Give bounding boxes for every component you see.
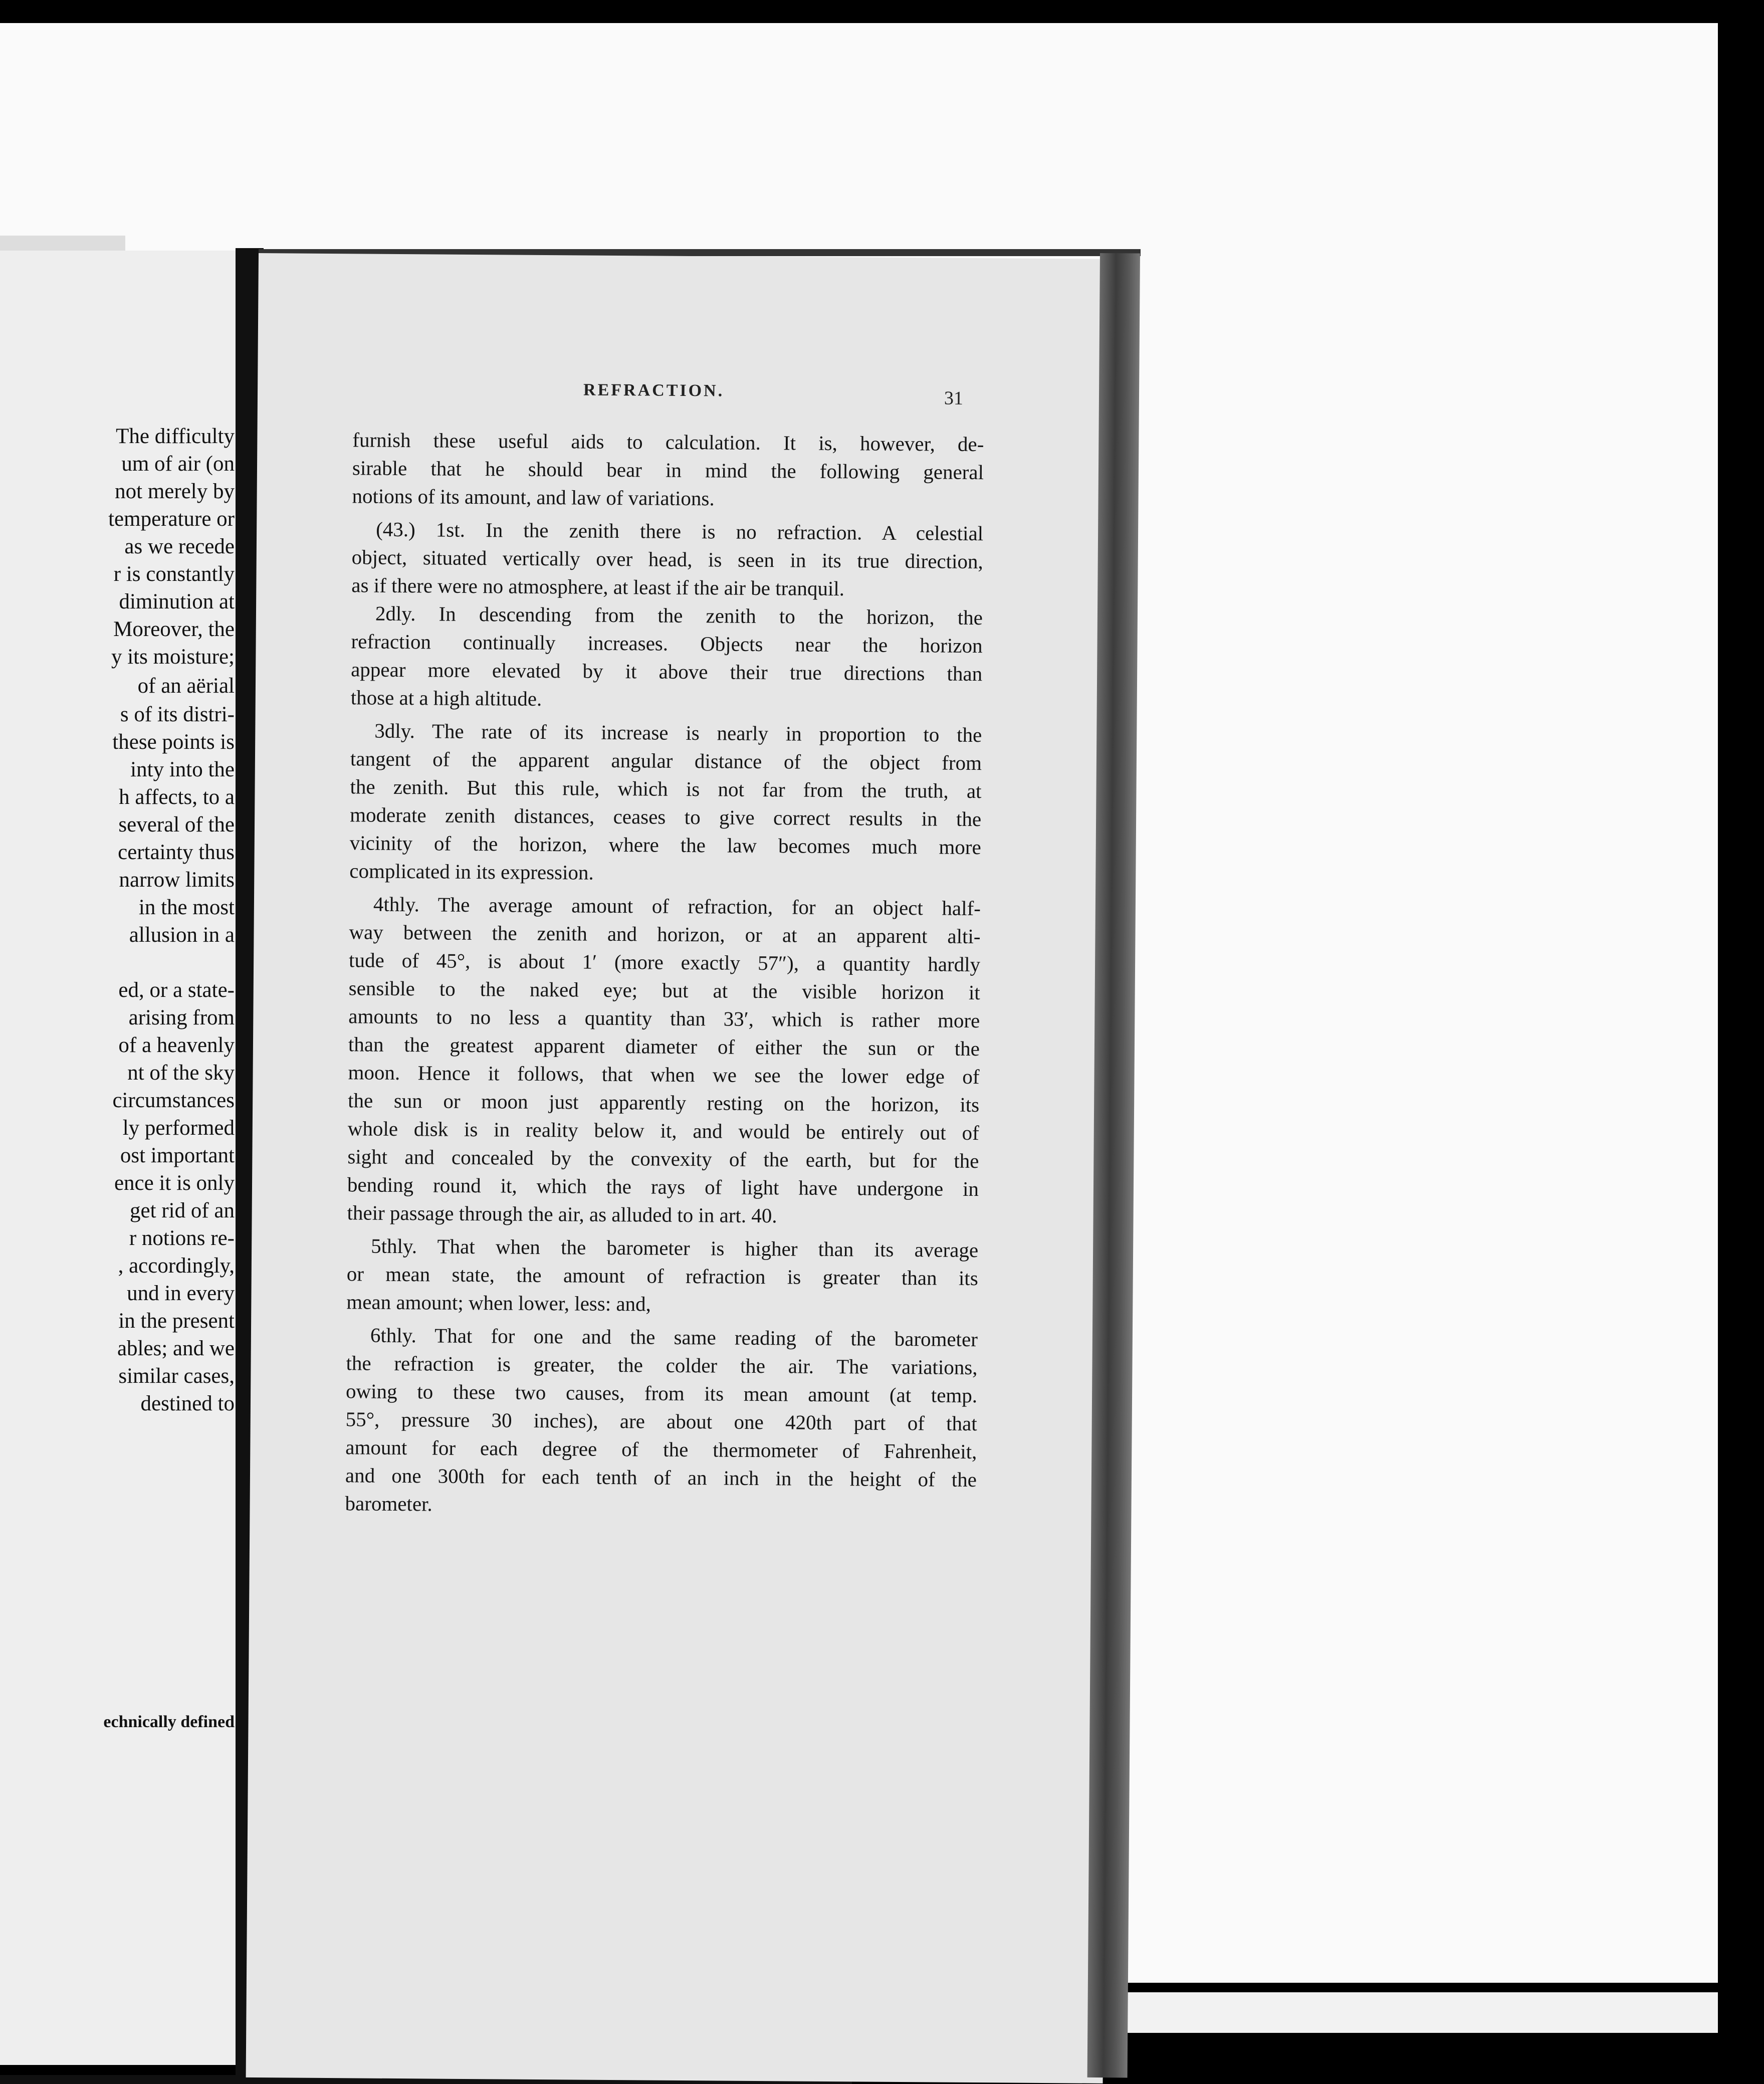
page-number: 31 — [944, 387, 964, 409]
left-text-line: ables; and we — [117, 1337, 235, 1360]
right-text-line: the zenith. But this rule, which is not far from the truth, at — [350, 775, 982, 803]
left-text-line: und in every — [127, 1282, 235, 1305]
left-footnote: echnically defined — [103, 1713, 235, 1731]
right-text-line: bending round it, which the rays of light have undergone in — [347, 1173, 979, 1201]
left-text-line: destined to — [140, 1392, 235, 1415]
left-text-line: ly performed — [122, 1116, 235, 1140]
left-text-line: r is constantly — [113, 562, 235, 586]
right-text-line: (43.) 1st. In the zenith there is no refraction. A celestial — [376, 517, 984, 545]
left-text-line: r notions re- — [129, 1226, 235, 1250]
right-text-line: vicinity of the horizon, where the law becomes much more — [349, 831, 981, 859]
left-text-line: The difficulty — [116, 425, 235, 448]
frame-border-right — [1718, 0, 1764, 2033]
right-text-line: 3dly. The rate of its increase is nearly in proportion to the — [374, 719, 982, 747]
right-text-line: amount for each degree of the thermometer of Fahrenheit, — [345, 1435, 977, 1464]
right-text-line: moon. Hence it follows, that when we see the lower edge of — [348, 1061, 980, 1089]
right-text-line: the sun or moon just apparently resting on the horizon, its — [348, 1089, 980, 1117]
left-text-line: of an aërial — [137, 674, 235, 698]
right-text-line: sight and concealed by the convexity of the earth, but for the — [347, 1145, 979, 1173]
right-text-line: furnish these useful aids to calculation. It is, however, de- — [352, 428, 984, 456]
left-text-line: of a heavenly — [118, 1033, 235, 1057]
right-text-line: whole disk is in reality below it, and would be entirely out of — [347, 1117, 979, 1145]
left-text-line: certainty thus — [118, 841, 235, 864]
left-text-line: get rid of an — [130, 1199, 235, 1222]
left-text-line: ence it is only — [114, 1171, 235, 1195]
right-text-line: refraction continually increases. Objects near the horizon — [351, 630, 983, 658]
right-text-line: 5thly. That when the barometer is higher than its average — [371, 1234, 979, 1262]
right-text-line: appear more elevated by it above their true directions than — [351, 658, 983, 686]
left-text-line: in the most — [138, 896, 235, 919]
right-text-line: amounts to no less a quantity than 33′, which is rather more — [348, 1004, 980, 1032]
right-text-line: those at a high altitude. — [350, 686, 542, 710]
right-text-line: as if there were no atmosphere, at least if the air be tranquil. — [351, 573, 845, 600]
left-text-line: ost important — [120, 1144, 235, 1167]
left-text-line: , accordingly, — [118, 1254, 235, 1278]
left-text-line: um of air (on — [121, 452, 235, 476]
left-text-line: allusion in a — [129, 923, 235, 947]
right-text-line: tangent of the apparent angular distance of the object from — [350, 747, 982, 775]
right-text-line: their passage through the air, as alluded to in art. 40. — [347, 1201, 777, 1227]
left-text-line: inty into the — [130, 758, 235, 781]
left-text-line: in the present — [118, 1309, 235, 1333]
right-text-line: complicated in its expression. — [349, 859, 594, 884]
running-head: REFRACTION. — [583, 380, 725, 400]
left-text-line: diminution at — [119, 590, 235, 613]
left-text-line: several of the — [118, 813, 235, 837]
left-text-line: y its moisture; — [111, 645, 235, 669]
left-text-line: narrow limits — [119, 868, 235, 892]
left-text-line: ed, or a state- — [118, 978, 235, 1002]
right-text-line: sensible to the naked eye; but at the visible horizon it — [348, 976, 980, 1004]
right-text-line: mean amount; when lower, less: and, — [346, 1290, 651, 1316]
left-text-line: temperature or — [108, 507, 235, 531]
left-text-line: similar cases, — [118, 1364, 235, 1388]
right-text-line: sirable that he should bear in mind the following general — [352, 456, 984, 484]
right-text-line: 4thly. The average amount of refraction, for an object half- — [373, 892, 981, 920]
right-text-line: barometer. — [345, 1492, 432, 1516]
right-text-line: way between the zenith and horizon, or at an apparent alti- — [349, 920, 981, 948]
left-text-line: these points is — [112, 730, 235, 754]
left-text-line: arising from — [128, 1006, 235, 1029]
right-text-line: tude of 45°, is about 1′ (more exactly 57″), a quantity hardly — [348, 948, 981, 976]
right-text-line: or mean state, the amount of refraction is greater than its — [346, 1262, 978, 1290]
right-text-line: 2dly. In descending from the zenith to the horizon, the — [375, 601, 983, 630]
left-text-line: nt of the sky — [127, 1061, 235, 1085]
left-text-line: not merely by — [115, 480, 235, 503]
left-text-line: circumstances — [112, 1089, 235, 1112]
right-text-line: the refraction is greater, the colder the air. The variations, — [346, 1351, 978, 1379]
right-text-line: notions of its amount, and law of variations. — [352, 484, 715, 510]
right-page — [246, 253, 1116, 2083]
left-text-line: h affects, to a — [119, 785, 235, 809]
left-text-line: s of its distri- — [120, 703, 235, 726]
right-text-line: 55°, pressure 30 inches), are about one 420th part of that — [345, 1407, 977, 1435]
right-text-line: owing to these two causes, from its mean amount (at temp. — [345, 1379, 978, 1407]
right-text-line: and one 300th for each tenth of an inch in the height of the — [345, 1464, 977, 1492]
left-page — [0, 251, 245, 2065]
right-text-line: moderate zenith distances, ceases to give correct results in the — [350, 803, 982, 831]
right-text-line: than the greatest apparent diameter of either the sun or the — [348, 1032, 980, 1061]
right-text-line: 6thly. That for one and the same reading of the barometer — [370, 1323, 978, 1351]
left-text-line: Moreover, the — [113, 617, 235, 641]
right-text-line: object, situated vertically over head, is seen in its true direction, — [351, 545, 983, 573]
left-text-line: as we recede — [124, 535, 235, 558]
